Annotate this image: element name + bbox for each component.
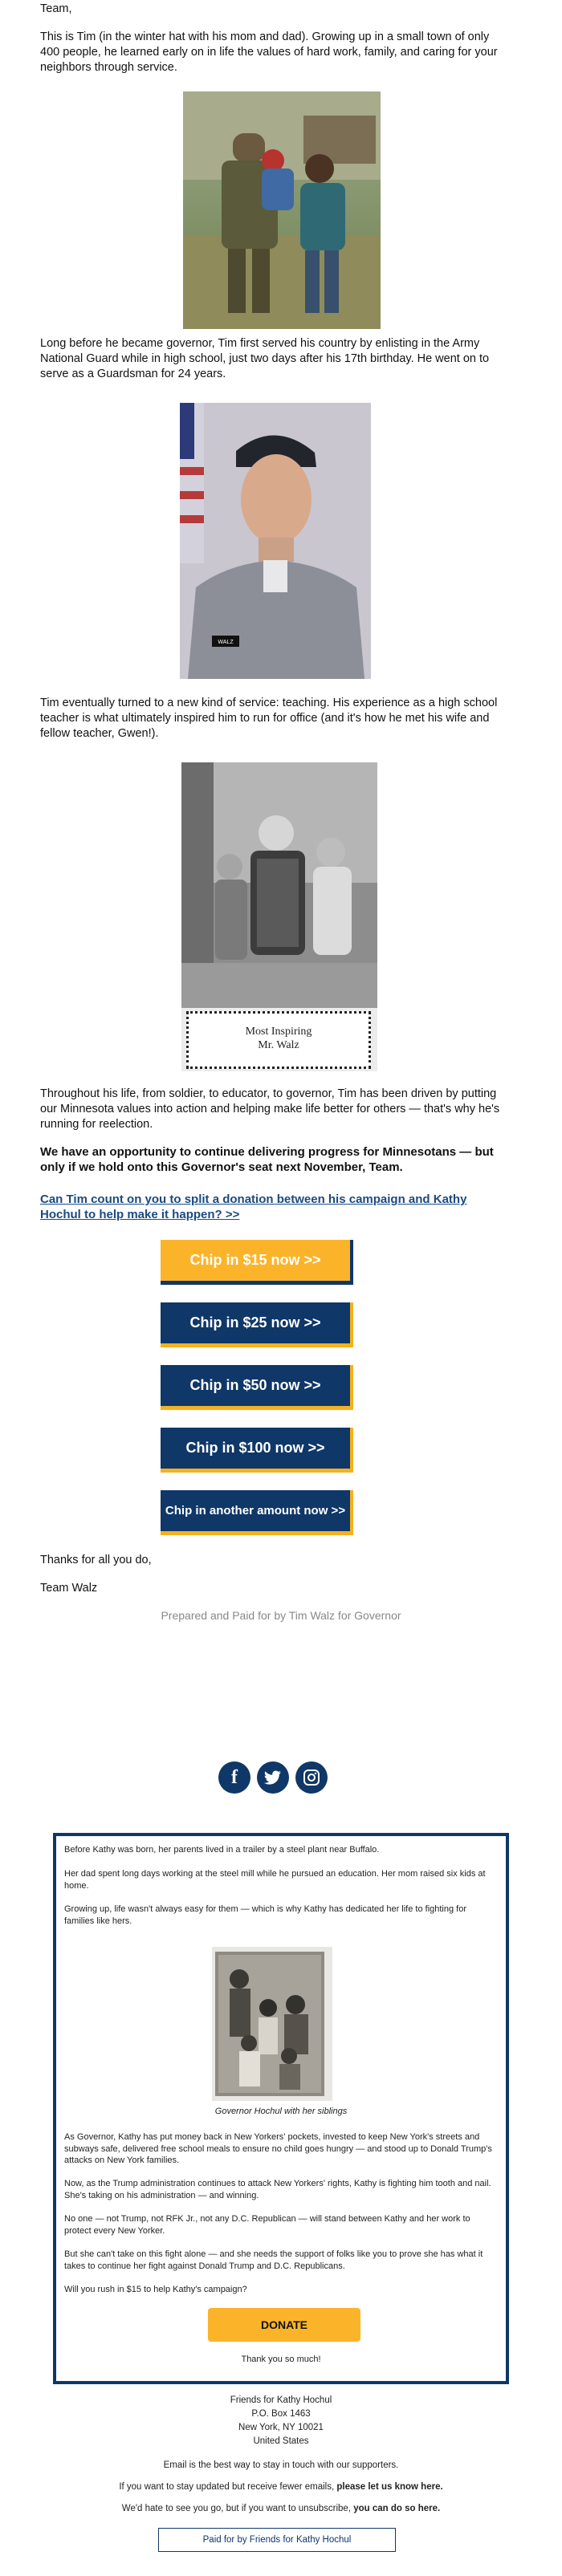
fewer-emails-link[interactable]: please let us know here. — [336, 2482, 443, 2492]
hochul-thanks: Thank you so much! — [241, 2355, 321, 2364]
chip-in-other-button[interactable]: Chip in another amount now >> — [161, 1490, 353, 1535]
service-paragraph: Long before he became governor, Tim first served his country by enlisting in the Army National Guard while in high school, just two days after his 17th birthday. He went on to serve as a Guardsman for 24 years. — [40, 337, 490, 380]
family-photo-image — [183, 91, 381, 329]
hochul-siblings-image — [212, 1947, 332, 2101]
unsubscribe-link[interactable]: you can do so here. — [353, 2504, 441, 2513]
yearbook-photo-image — [181, 762, 377, 1008]
hochul-siblings-photo — [212, 1947, 332, 2101]
footer-unsubscribe: We'd hate to see you go, but if you want to unsubscribe, you can do so here. — [121, 2504, 441, 2513]
footer-email-note: Email is the best way to stay in touch with our supporters. — [163, 2460, 399, 2470]
chip-in-15-button[interactable]: Chip in $15 now >> — [161, 1240, 353, 1285]
twitter-bird-glyph — [264, 1770, 282, 1785]
army-portrait-photo — [180, 403, 371, 679]
instagram-camera-glyph — [303, 1769, 320, 1786]
chip-in-25-button[interactable]: Chip in $25 now >> — [161, 1302, 353, 1347]
hochul-para-4: As Governor, Kathy has put money back in New Yorkers' pockets, invested to keep New York's streets and subways safe, delivered free school meals to ensure no child goes hungry — and stood up to Donald Trump's attacks on New York families. — [64, 2132, 492, 2165]
paid-for-disclaimer: Prepared and Paid for by Tim Walz for Governor — [161, 1609, 401, 1622]
family-photo — [183, 91, 381, 329]
thanks-line: Thanks for all you do, — [40, 1554, 152, 1566]
ask-link-block — [40, 1192, 506, 1222]
chip-in-100-button[interactable]: Chip in $100 now >> — [161, 1428, 353, 1473]
donate-button[interactable]: DONATE — [208, 2308, 360, 2342]
yearbook-caption-box — [186, 1011, 371, 1069]
chip-in-50-button[interactable]: Chip in $50 now >> — [161, 1365, 353, 1410]
yearbook-caption-name: Mr. Walz — [258, 1039, 299, 1051]
split-donation-link[interactable]: Can Tim count on you to split a donation between his campaign and Kathy Hochul to help make it happen? >> — [40, 1193, 467, 1221]
teaching-paragraph: Tim eventually turned to a new kind of service: teaching. His experience as a high school teacher is what ultimately inspired him to run for office (and it's how he met his wife and fellow teacher, Gwen!). — [40, 697, 498, 740]
instagram-icon[interactable] — [295, 1761, 328, 1794]
hochul-para-3: Growing up, life wasn't always easy for them — which is why Kathy has dedicated her life to fighting for families like hers. — [64, 1904, 467, 1926]
facebook-icon[interactable]: f — [218, 1761, 250, 1794]
hochul-photo-caption: Governor Hochul with her siblings — [214, 2107, 348, 2116]
footer-org-name: Friends for Kathy Hochul — [230, 2395, 332, 2405]
yearbook-photo — [181, 762, 377, 1071]
hochul-para-8: Will you rush in $15 to help Kathy's campaign? — [64, 2285, 247, 2294]
hochul-para-5: Now, as the Trump administration continues to attack New Yorkers' rights, Kathy is fighting him tooth and nail. She's taking on his administration — and winning. — [64, 2179, 491, 2200]
reelection-paragraph: Throughout his life, from soldier, to educator, to governor, Tim has been driven by putting our Minnesota values into action and helping make life better for others — that's why he's running for reelection. — [40, 1087, 500, 1131]
yearbook-caption-title: Most Inspiring — [245, 1026, 312, 1038]
greeting: Team, — [40, 2, 72, 15]
footer-country: United States — [253, 2436, 309, 2446]
hochul-para-6: No one — not Trump, not RFK Jr., not any D.C. Republican — will stand between Kathy and her work to protect every New Yorker. — [64, 2214, 470, 2236]
footer-address-2: New York, NY 10021 — [238, 2423, 324, 2432]
footer-address-1: P.O. Box 1463 — [251, 2409, 311, 2419]
footer-paid-for-box: Paid for by Friends for Kathy Hochul — [158, 2528, 396, 2552]
intro-paragraph: This is Tim (in the winter hat with his mom and dad). Growing up in a small town of only 400 people, he learned early on in life the values of hard work, family, and caring for your neighbors through service. — [40, 30, 498, 74]
hochul-para-7: But she can't take on this fight alone — and she needs the support of folks like you to prove she has what it takes to continue her fight against Donald Trump and D.C. Republicans. — [64, 2249, 483, 2271]
twitter-icon[interactable] — [257, 1761, 289, 1794]
signoff: Team Walz — [40, 1582, 98, 1595]
hochul-message-box — [53, 1833, 509, 2384]
army-portrait-image — [180, 403, 371, 679]
opportunity-paragraph: We have an opportunity to continue delivering progress for Minnesotans — but only if we hold onto this Governor's seat next November, Team. — [40, 1145, 494, 1174]
hochul-para-1: Before Kathy was born, her parents lived in a trailer by a steel plant near Buffalo. — [64, 1845, 380, 1855]
uniform-nametag: WALZ — [218, 640, 234, 645]
hochul-para-2: Her dad spent long days working at the steel mill while he pursued an education. Her mom raised six kids at home. — [64, 1869, 486, 1891]
footer-fewer-emails: If you want to stay updated but receive fewer emails, please let us know here. — [119, 2482, 443, 2492]
